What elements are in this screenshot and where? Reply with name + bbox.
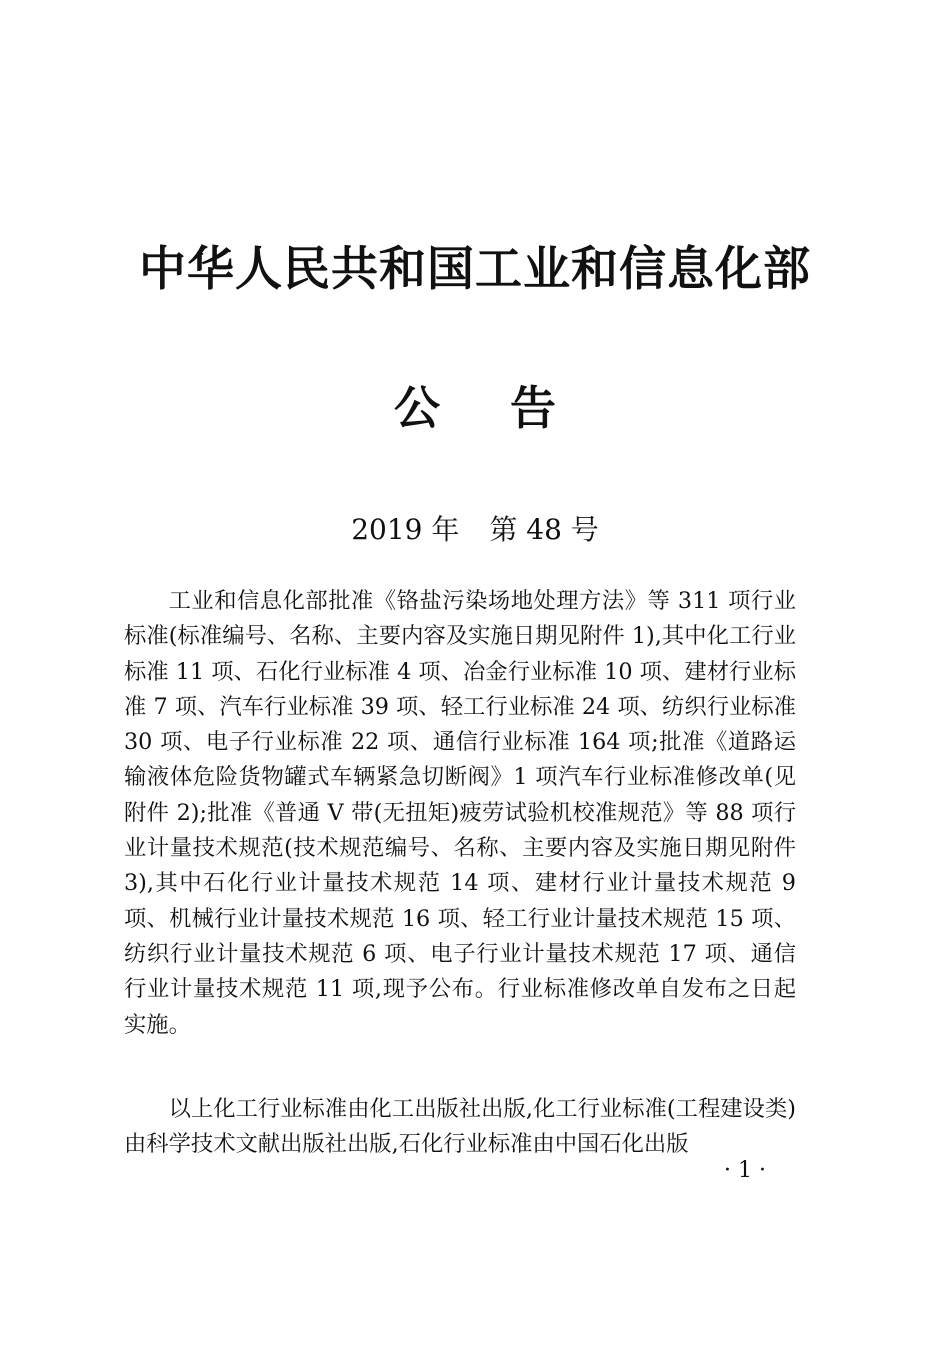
body-paragraph-1: 工业和信息化部批准《铬盐污染场地处理方法》等 311 项行业标准(标准编号、名称、主要内容及实施日期见附件 1),其中化工行业标准 11 项、石化行业标准 4 项、冶金行业标准 10 项、建材行业标准 7 项、汽车行业标准 39 项、轻工行业标准 24 项、纺织行业标准 30 项、电子行业标准 22 项、通信行业标准 164 项;批准《道路运输液体危险货物罐式车辆紧急切断阀》1 项汽车行业标准修改单(见附件 2);批准《普通 V 带(无扭矩)疲劳试验机校准规范》等 88 项行业计量技术规范(技术规范编号、名称、主要内容及实施日期见附件 3),其中石化行业计量技术规范 14 项、建材行业计量技术规范 9 项、机械行业计量技术规范 16 项、轻工行业计量技术规范 15 项、纺织行业计量技术规范 6 项、电子行业计量技术规范 17 项、通信行业计量技术规范 11 项,现予公布。行业标准修改单自发布之日起实施。 (124, 588, 796, 1038)
document-issue-number: 第 48 号 (489, 513, 599, 546)
document-year: 2019 年 (351, 513, 460, 546)
page-number: · 1 · (724, 1158, 766, 1183)
body-paragraph-2: 以上化工行业标准由化工出版社出版,化工行业标准(工程建设类)由科学技术文献出版社出版,石化行业标准由中国石化出版 (124, 1096, 796, 1158)
issuing-organization-title: 中华人民共和国工业和信息化部 (139, 242, 811, 297)
document-type-char-2: 告 (510, 381, 556, 435)
document-type-char-1: 公 (394, 381, 440, 435)
document-number (0, 508, 950, 548)
document-type-heading (0, 372, 950, 438)
